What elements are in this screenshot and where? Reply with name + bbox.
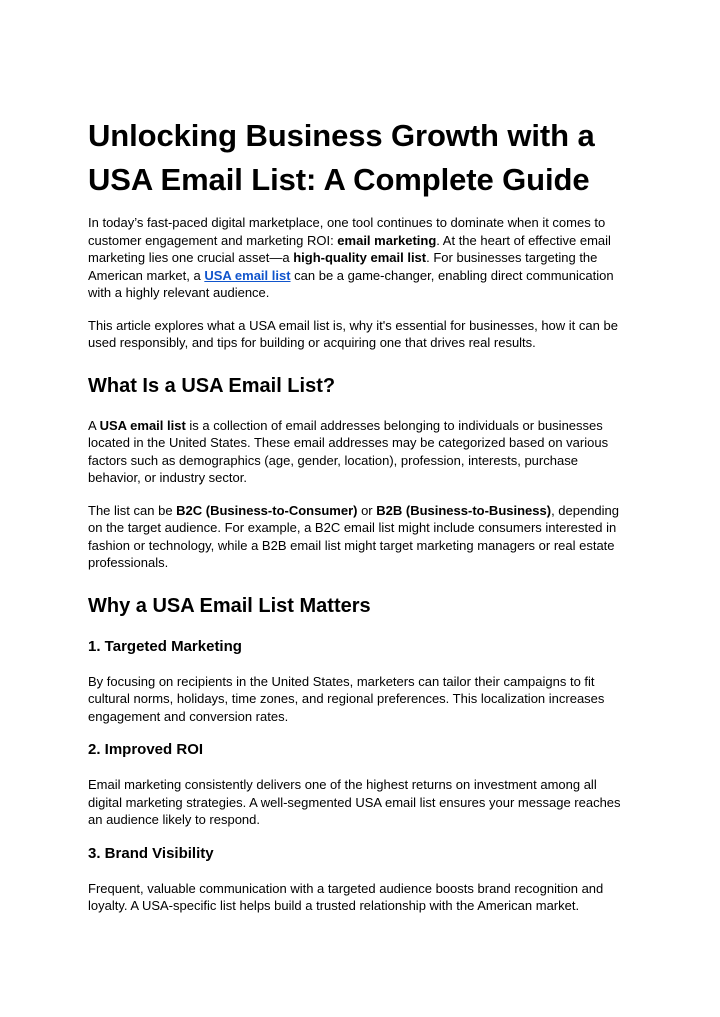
list-types-bold-b2c: B2C (Business-to-Consumer) (176, 502, 358, 518)
subheading-brand-visibility: 3. Brand Visibility (88, 844, 214, 862)
brand-visibility-paragraph: Frequent, valuable communication with a targeted audience boosts brand recognition and loyalty. A USA-specific list helps build a trusted relationship with the American market. (88, 880, 604, 913)
list-types-bold-b2b: B2B (Business-to-Business) (376, 502, 552, 518)
definition-text-2: is a collection of email addresses belonging to individuals or businesses located in the United States. These email addresses may be categorized based on various factors such as demographics (age, gender, location), profession, interests, purchase behavior, or industry sector. (88, 417, 609, 485)
list-types-paragraph (88, 502, 634, 572)
definition-bold-1: USA email list (99, 417, 186, 433)
list-types-text-3: , depending on the target audience. For example, a B2C email list might include consumers interested in fashion or technology, while a B2B email list might target marketing managers or real estate professionals. (88, 502, 620, 570)
list-types-text-1: The list can be (88, 502, 177, 518)
subheading-improved-roi: 2. Improved ROI (88, 741, 204, 758)
section-heading-why-matters: Why a USA Email List Matters (88, 594, 371, 617)
definition-paragraph (88, 417, 634, 487)
list-types-text-2: or (357, 502, 377, 518)
intro-text-4: can be a game-changer, enabling direct communication with a highly relevant audience. (88, 267, 614, 300)
intro-text-2: . At the heart of effective email marketing lies one crucial asset—a (88, 232, 611, 265)
definition-text-1: A (88, 417, 100, 433)
improved-roi-paragraph: Email marketing consistently delivers one of the highest returns on investment among all digital marketing strategies. A well-segmented USA email list ensures your message reaches an audience likely to respond. (88, 777, 621, 827)
section-heading-what-is: What Is a USA Email List? (88, 374, 336, 397)
intro-paragraph (88, 214, 634, 302)
targeted-marketing-paragraph: By focusing on recipients in the United States, marketers can tailor their campaigns to fit cultural norms, holidays, time zones, and regional preferences. This localization increases engagement and conversion rates. (88, 673, 605, 724)
intro-text-3: . For businesses targeting the American market, a (88, 250, 598, 283)
intro-bold-1: email marketing (337, 232, 437, 248)
usa-email-list-link[interactable]: USA email list (204, 267, 291, 283)
subheading-targeted-marketing: 1. Targeted Marketing (88, 637, 242, 655)
overview-paragraph: This article explores what a USA email list is, why it's essential for businesses, how it can be used responsibly, and tips for building or acquiring one that drives real results. (88, 317, 618, 350)
page-title: Unlocking Business Growth with a USA Email List: A Complete Guide (88, 118, 595, 197)
intro-text-1: In today’s fast-paced digital marketplace, one tool continues to dominate when it comes to customer engagement and marketing ROI: (88, 215, 606, 248)
intro-bold-2: high-quality email list (293, 250, 427, 265)
